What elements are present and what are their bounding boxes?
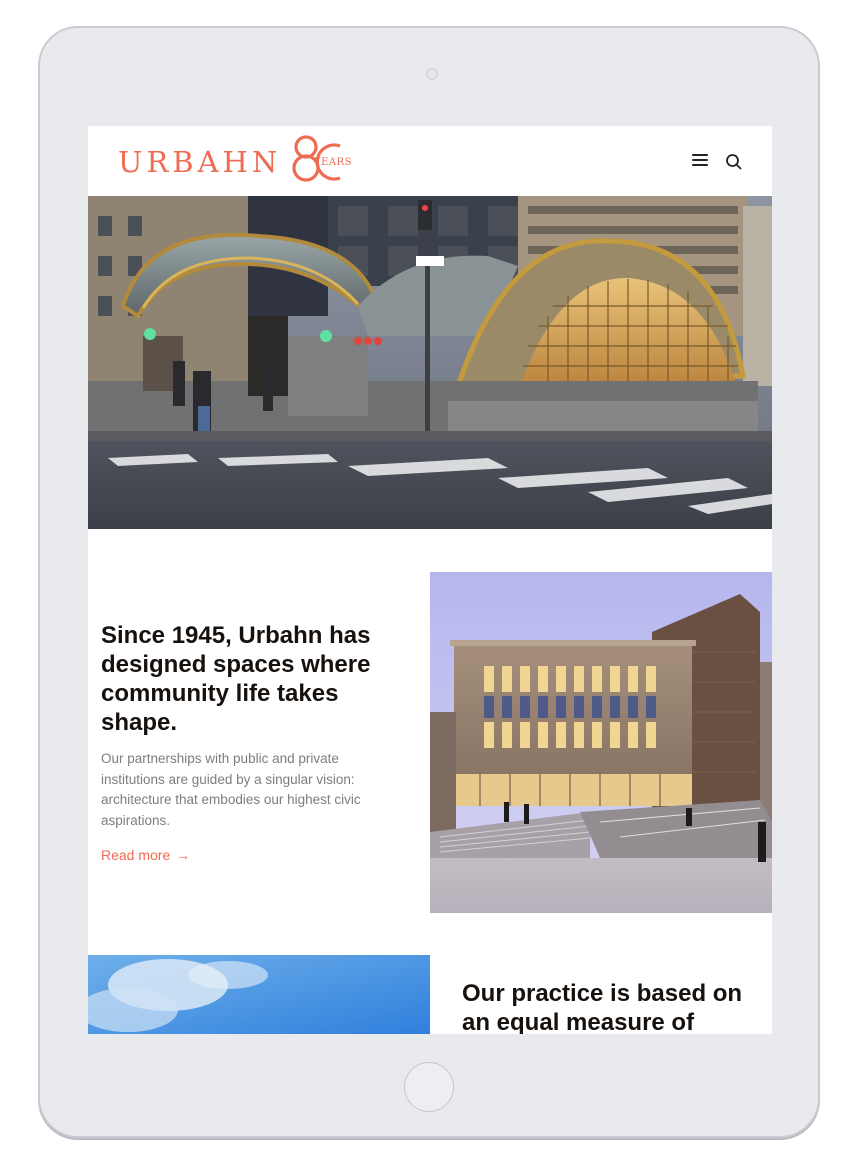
hero-image (88, 196, 772, 529)
urbahn-logo[interactable] (118, 134, 368, 188)
home-button[interactable] (404, 1062, 454, 1112)
civic-building-photo (430, 572, 772, 913)
search-icon[interactable] (725, 153, 743, 171)
building-photo (430, 572, 772, 913)
logo-wordmark: URBAHN (118, 145, 282, 179)
hamburger-menu-icon[interactable] (692, 154, 708, 167)
site-header (88, 126, 772, 196)
intro-heading: Since 1945, Urbahn has designed spaces where community life takes shape. (101, 622, 371, 736)
subway-station-photo (88, 196, 772, 529)
tablet-frame (38, 26, 820, 1138)
logo-years-label: YEARS (314, 157, 353, 168)
intro-body: Our partnerships with public and private institutions are guided by a singular vision: architecture that embodies our highest civic aspirations. (101, 751, 361, 828)
read-more-label: Read more (101, 847, 171, 863)
read-more-link[interactable] (101, 847, 190, 863)
camera-icon (426, 68, 438, 80)
intro-section (88, 529, 772, 959)
sky-photo (88, 955, 430, 1034)
practice-heading: Our practice is based on an equal measure of (462, 980, 743, 1034)
sky-clouds-photo (88, 955, 430, 1034)
arrow-right-icon: → (176, 847, 191, 863)
browser-viewport (88, 126, 772, 1034)
